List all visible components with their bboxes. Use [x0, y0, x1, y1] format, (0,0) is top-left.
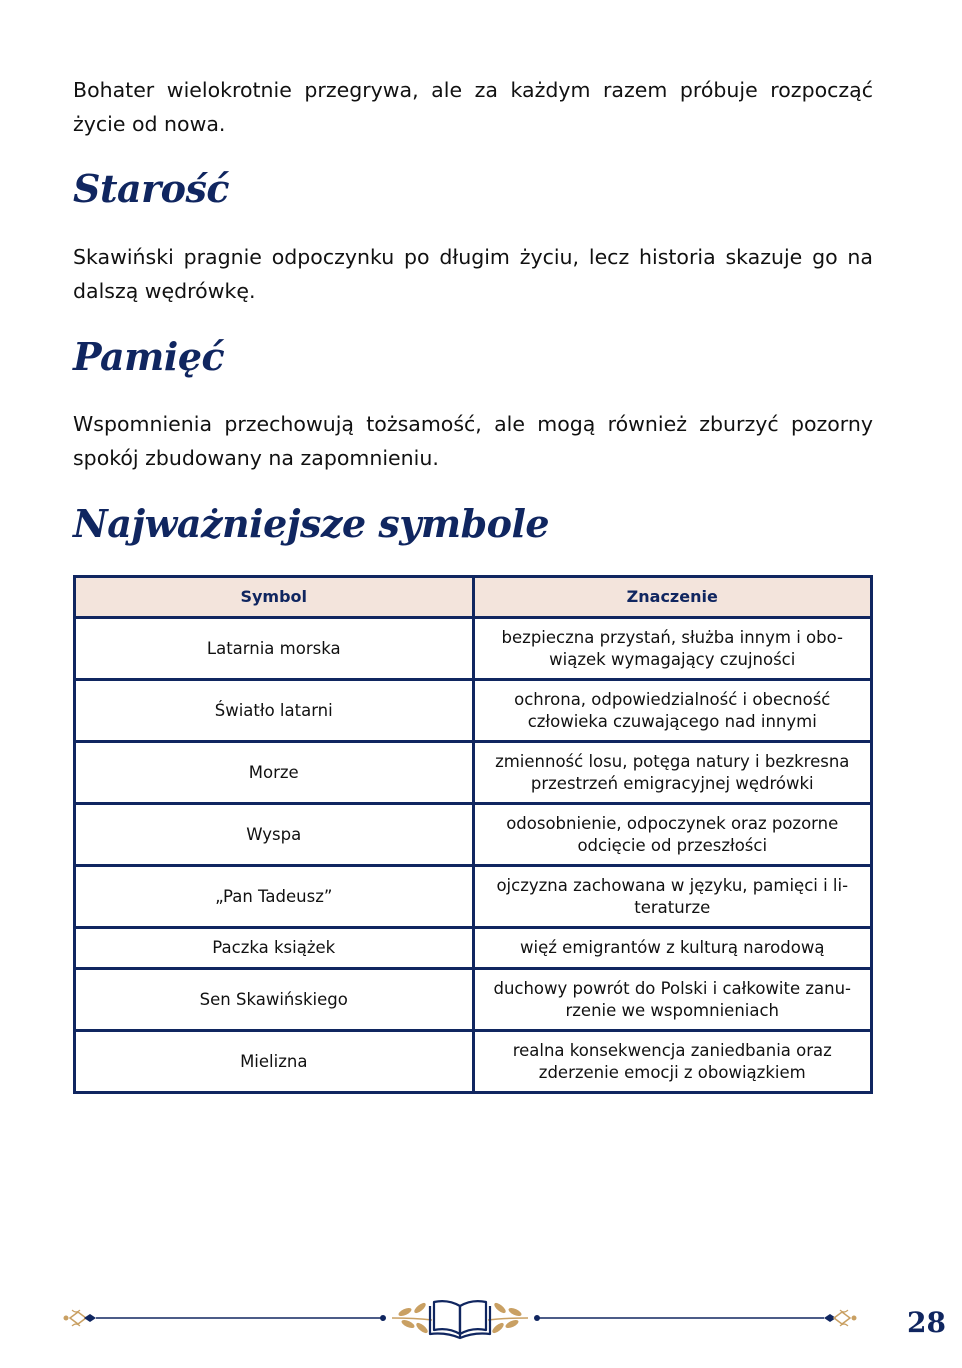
table-header-symbol: Symbol [75, 577, 474, 618]
table-cell-symbol: Wyspa [75, 804, 474, 866]
table-row [75, 804, 872, 866]
table-cell-meaning: duchowy powrót do Polski i całkowite zanu-rzenie we wspomnieniach [473, 969, 872, 1031]
table-cell-symbol: Paczka książek [75, 928, 474, 969]
table-cell-symbol: „Pan Tadeusz” [75, 866, 474, 928]
table-header-row [75, 577, 872, 618]
symbols-table [73, 575, 873, 1094]
heading-symbole: Najważniejsze symbole [73, 501, 550, 546]
table-cell-meaning: odosobnienie, odpoczynek oraz pozorne odcięcie od przeszłości [473, 804, 872, 866]
table-cell-meaning: więź emigrantów z kulturą narodową [473, 928, 872, 969]
page-number: 28 [907, 1306, 946, 1339]
table-cell-symbol: Mielizna [75, 1031, 474, 1093]
table-row [75, 742, 872, 804]
paragraph-starosc: Skawiński pragnie odpoczynku po długim życiu, lecz historia skazuje go na dalszą wędrówkę. [73, 245, 873, 303]
table-cell-meaning: ochrona, odpowiedzialność i obecność człowieka czuwającego nad innymi [473, 680, 872, 742]
heading-pamiec: Pamięć [73, 334, 225, 379]
table-header-meaning: Znaczenie [473, 577, 872, 618]
table-row [75, 969, 872, 1031]
paragraph-pamiec: Wspomnienia przechowują tożsamość, ale mogą również zburzyć pozorny spokój zbudowany na zapomnieniu. [73, 412, 873, 470]
right-flourish-icon [834, 1310, 857, 1326]
table-cell-meaning: zmienność losu, potęga natury i bezkresna przestrzeń emigracyjnej wędrówki [473, 742, 872, 804]
table-cell-meaning: bezpieczna przystań, służba innym i obo-wiązek wymagający czujności [473, 618, 872, 680]
table-cell-symbol: Morze [75, 742, 474, 804]
table-row [75, 1031, 872, 1093]
left-diamond-icon [84, 1314, 96, 1322]
left-flourish-icon [64, 1310, 87, 1326]
table-row [75, 928, 872, 969]
table-cell-meaning: realna konsekwencja zaniedbania oraz zderzenie emocji z obowiązkiem [473, 1031, 872, 1093]
table-cell-symbol: Sen Skawińskiego [75, 969, 474, 1031]
table-row [75, 866, 872, 928]
table-row [75, 680, 872, 742]
table-row [75, 618, 872, 680]
table-cell-meaning: ojczyzna zachowana w języku, pamięci i li-teraturze [473, 866, 872, 928]
paragraph-intro: Bohater wielokrotnie przegrywa, ale za każdym razem próbuje rozpocząć życie od nowa. [73, 78, 873, 136]
open-book-laurel-icon [60, 1290, 860, 1346]
laurel-right-icon [488, 1301, 528, 1335]
table-cell-symbol: Światło latarni [75, 680, 474, 742]
open-book-icon [430, 1301, 490, 1338]
table-cell-symbol: Latarnia morska [75, 618, 474, 680]
heading-starosc: Starość [73, 166, 230, 211]
laurel-left-icon [392, 1301, 432, 1335]
